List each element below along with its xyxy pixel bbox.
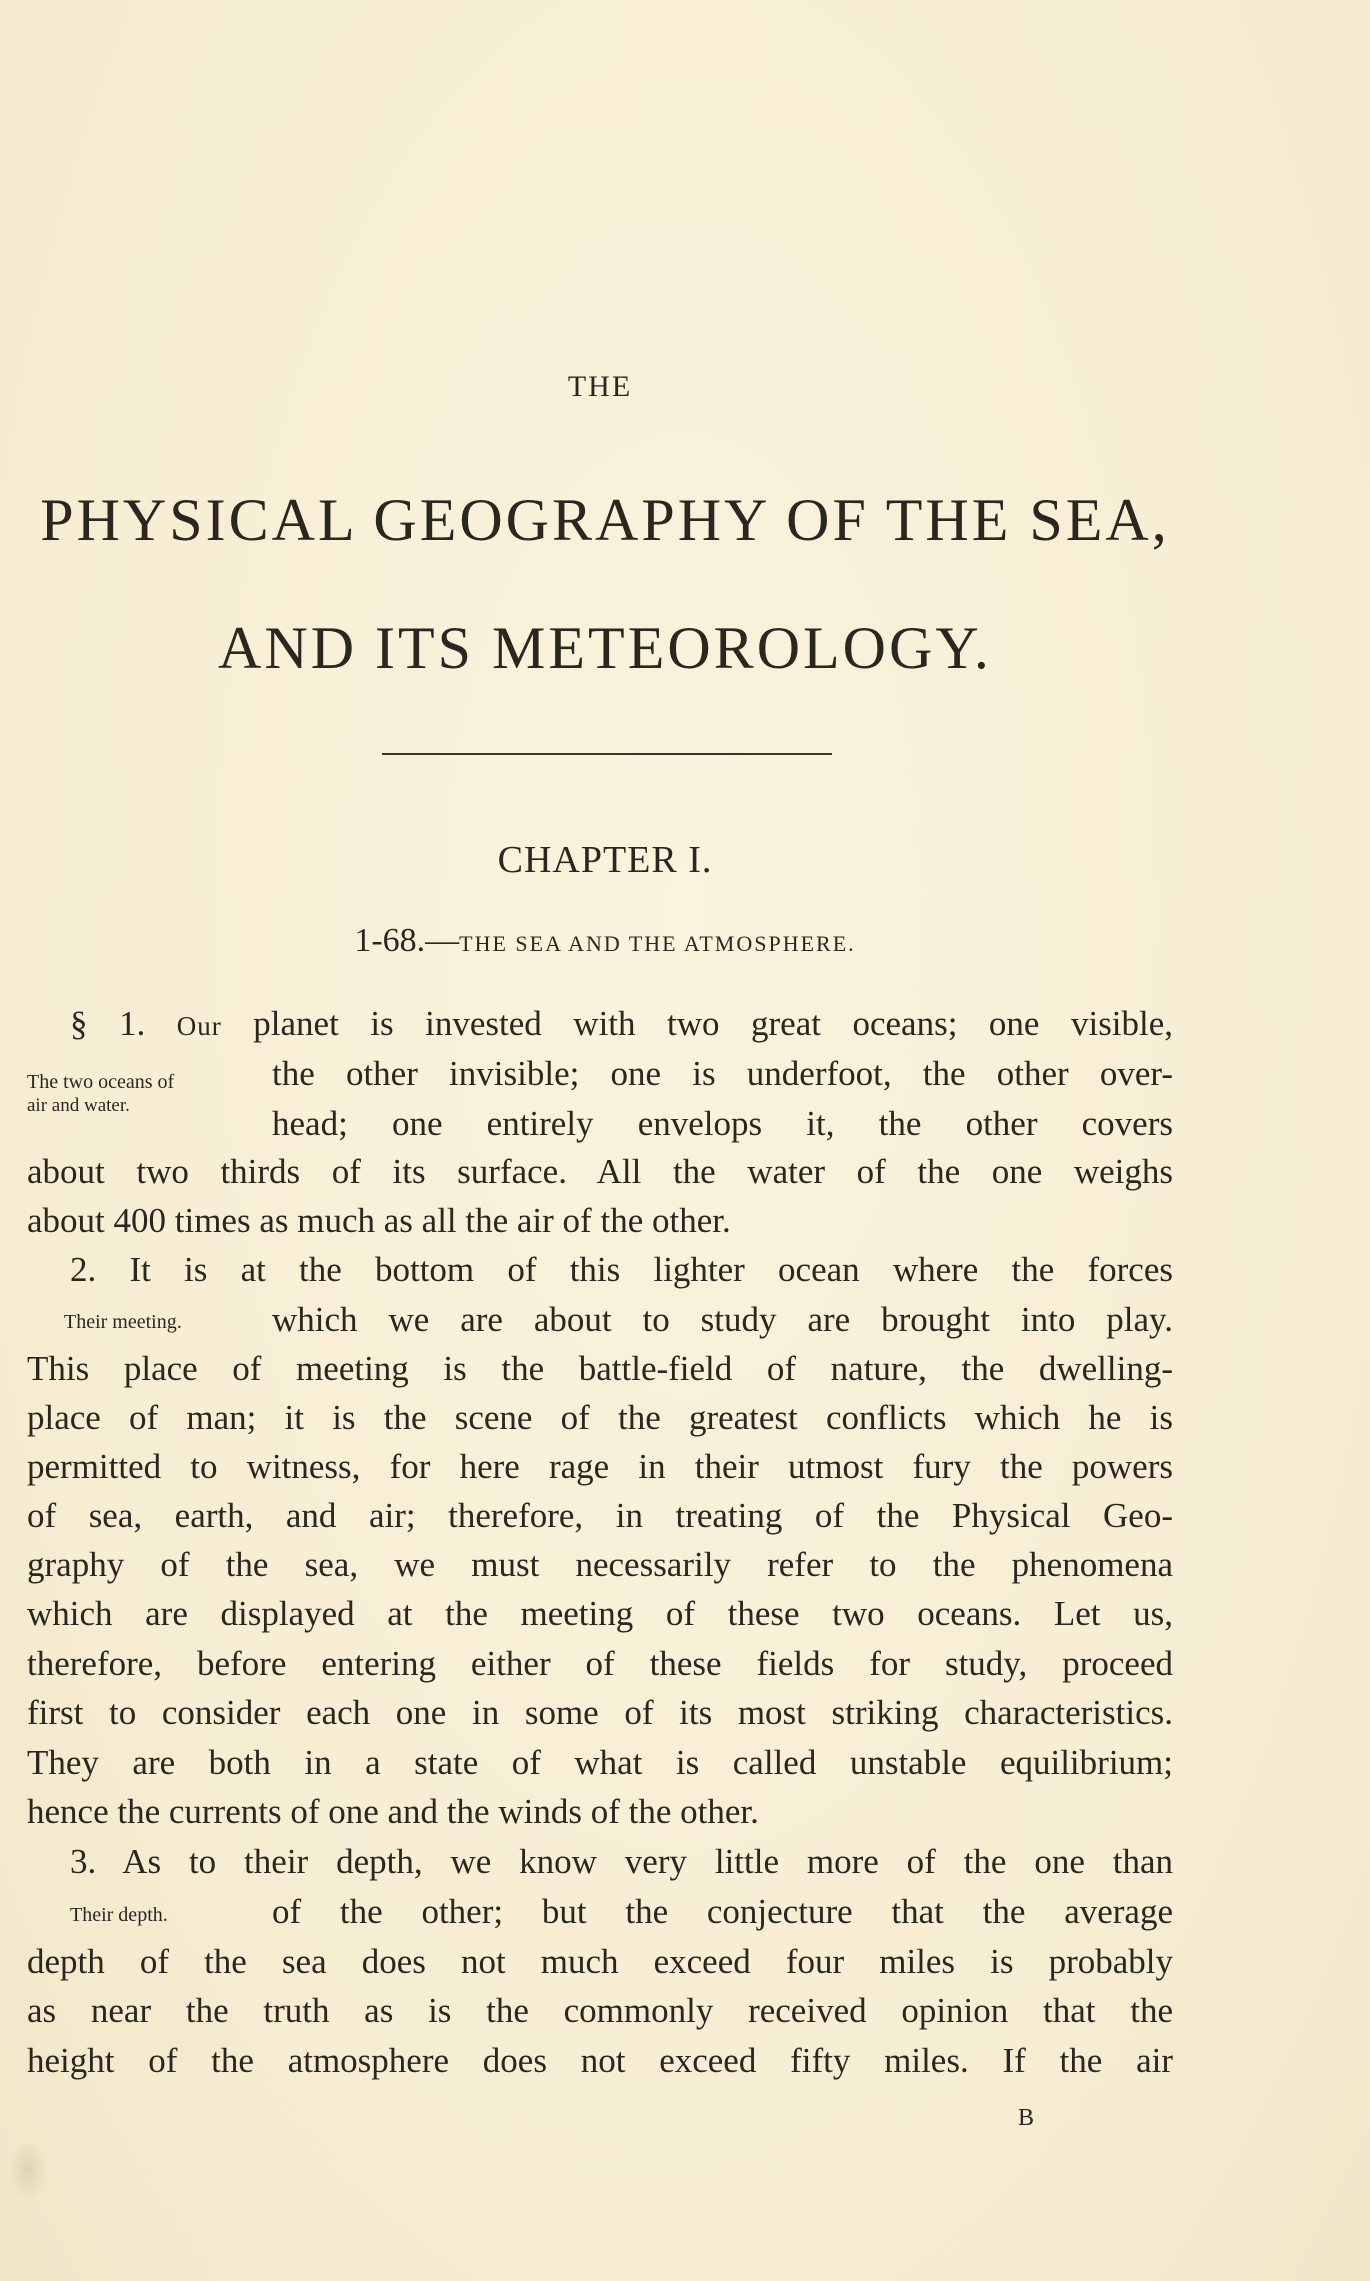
title-divider-rule — [382, 753, 832, 755]
margin-note-depth: Their depth. — [70, 1904, 168, 1926]
heading-dash: — — [425, 922, 460, 959]
p2-line-9: therefore, before entering either of these fields for study, proceed — [27, 1644, 1173, 1683]
p3-line-1: 3. As to their depth, we know very little more of the one than — [70, 1842, 1173, 1881]
signature-mark: B — [1018, 2105, 1036, 2131]
paragraph-range: 1-68. — [354, 922, 426, 959]
p2-line-12: hence the currents of one and the winds of the other. — [27, 1792, 759, 1831]
p3-line-4: as near the truth as is the commonly received opinion that the — [27, 1991, 1173, 2030]
p3-line-5: height of the atmosphere does not exceed fifty miles. If the air — [27, 2041, 1173, 2080]
book-title-line-1: PHYSICAL GEOGRAPHY OF THE SEA, — [40, 487, 1170, 553]
chapter-subject: THE SEA AND THE ATMOSPHERE. — [459, 931, 856, 956]
chapter-heading: CHAPTER I. — [497, 839, 713, 881]
book-title-line-2: AND ITS METEOROLOGY. — [218, 615, 992, 681]
p2-line-10: first to consider each one in some of its most striking characteristics. — [27, 1693, 1173, 1732]
p2-line-5: permitted to witness, for here rage in their utmost fury the powers — [27, 1447, 1173, 1486]
p2-line-8: which are displayed at the meeting of these two oceans. Let us, — [27, 1594, 1173, 1633]
section-mark: § 1. — [70, 1004, 146, 1043]
p2-line-2: which we are about to study are brought into play. — [272, 1300, 1173, 1339]
first-word: Our — [176, 1011, 222, 1041]
margin-note-oceans-2: air and water. — [27, 1095, 130, 1116]
margin-note-meeting: Their meeting. — [64, 1311, 182, 1333]
margin-note-oceans-1: The two oceans of — [27, 1071, 175, 1093]
p1-line-4: about two thirds of its surface. All the water of the one weighs — [27, 1152, 1173, 1191]
p1-line-1-text: planet is invested with two great oceans; one visible, — [253, 1004, 1174, 1043]
p2-line-11: They are both in a state of what is called unstable equilibrium; — [27, 1743, 1173, 1782]
p2-line-1: 2. It is at the bottom of this lighter ocean where the forces — [70, 1250, 1173, 1289]
p1-line-3: head; one entirely envelops it, the other covers — [272, 1104, 1173, 1143]
p2-line-7: graphy of the sea, we must necessarily refer to the phenomena — [27, 1545, 1173, 1584]
p3-line-3: depth of the sea does not much exceed four miles is probably — [27, 1942, 1173, 1981]
p3-line-2: of the other; but the conjecture that the average — [272, 1892, 1173, 1931]
p2-line-6: of sea, earth, and air; therefore, in treating of the Physical Geo- — [27, 1496, 1173, 1535]
p1-line-5: about 400 times as much as all the air of the other. — [27, 1201, 731, 1240]
p2-line-4: place of man; it is the scene of the greatest conflicts which he is — [27, 1398, 1173, 1437]
paper-stain — [8, 2140, 48, 2200]
title-article: THE — [567, 370, 633, 403]
p2-line-3: This place of meeting is the battle-field of nature, the dwelling- — [27, 1349, 1173, 1388]
p1-line-2: the other invisible; one is underfoot, the other over- — [272, 1054, 1173, 1093]
chapter-subject-heading — [0, 922, 1210, 960]
p1-line-1 — [70, 1004, 1173, 1048]
